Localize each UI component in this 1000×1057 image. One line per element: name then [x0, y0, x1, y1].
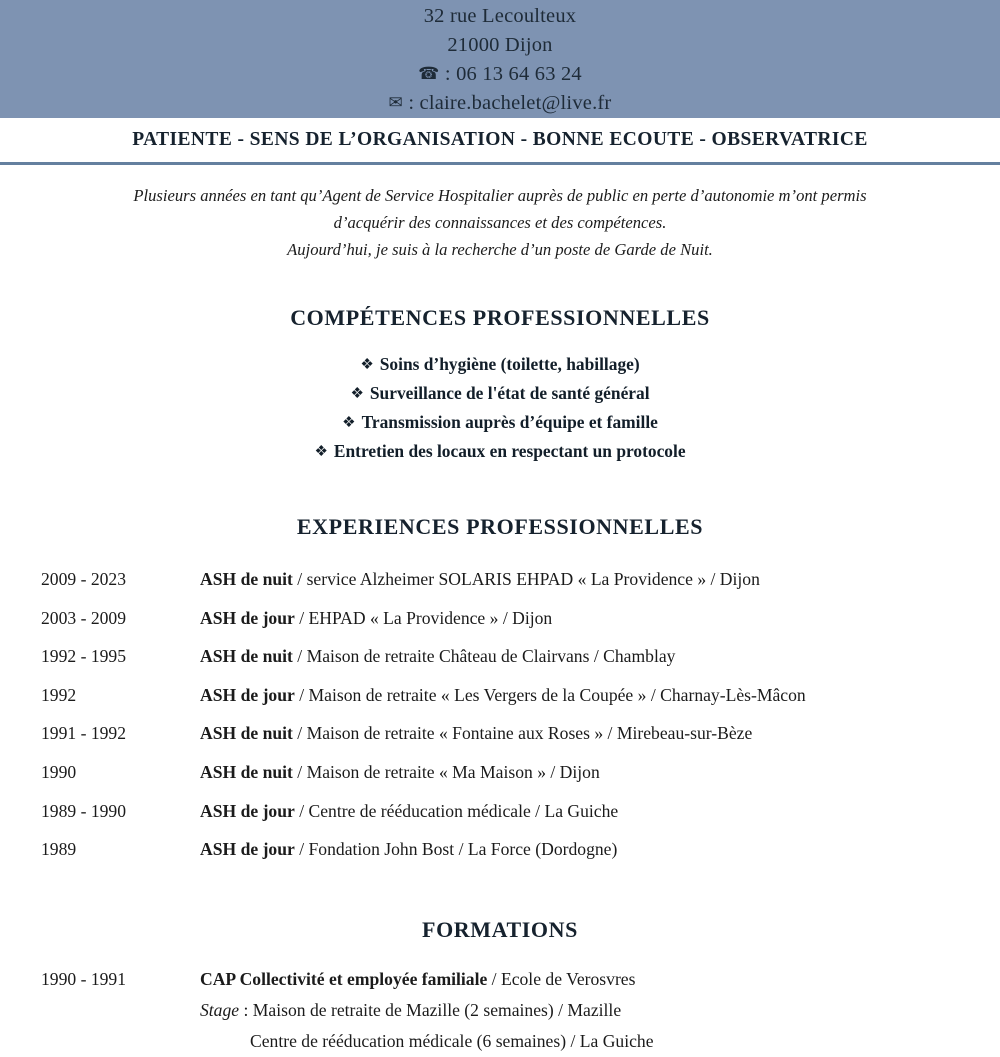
experience-date: 2003 - 2009 [41, 607, 127, 628]
diamond-bullet-icon: ❖ [342, 415, 356, 431]
intro-line-1: Plusieurs années en tant qu’Agent de Service Hospitalier auprès de public en perte d’autonomie m’ont permis [133, 186, 867, 205]
experience-detail: / EHPAD « La Providence » / Dijon [294, 607, 553, 628]
experience-description [200, 637, 1000, 676]
address-street: 32 rue Lecoulteux [423, 5, 577, 27]
formation-title: CAP Collectivité et employée familiale [200, 968, 488, 989]
experience-date: 1992 - 1995 [41, 646, 127, 667]
experience-detail: / Maison de retraite Château de Clairvans / Chamblay [292, 646, 676, 667]
list-item [0, 438, 1000, 467]
formation-internship [200, 995, 1000, 1026]
experience-date: 1989 - 1990 [41, 800, 127, 821]
table-row [0, 676, 1000, 715]
experience-role: ASH de jour [200, 684, 295, 705]
tagline: PATIENTE - SENS DE L’ORGANISATION - BONNE ECOUTE - OBSERVATRICE [132, 129, 868, 150]
experience-date: 2009 - 2023 [41, 569, 127, 589]
experience-list [0, 560, 1000, 869]
list-item [0, 351, 1000, 380]
formation-internship-label: Stage [200, 999, 240, 1020]
skills-list [0, 351, 1000, 467]
experience-role: ASH de nuit [200, 646, 293, 667]
experience-description [200, 599, 1000, 638]
experience-date: 1992 [41, 684, 77, 705]
experience-description [200, 560, 1000, 599]
envelope-icon: ✉ [388, 93, 403, 112]
list-item [0, 380, 1000, 409]
diamond-bullet-icon: ❖ [350, 386, 364, 402]
list-item [0, 409, 1000, 438]
table-row [0, 599, 1000, 638]
intro-line-3: Aujourd’hui, je suis à la recherche d’un poste de Garde de Nuit. [287, 240, 713, 259]
skill-label: Surveillance de l'état de santé général [369, 383, 650, 403]
email-value: : claire.bachelet@live.fr [408, 92, 612, 114]
section-title-experience: EXPERIENCES PROFESSIONNELLES [296, 514, 704, 539]
phone-row [0, 60, 1000, 89]
experience-detail: / Centre de rééducation médicale / La Guiche [294, 800, 619, 821]
experience-role: ASH de nuit [200, 761, 293, 782]
experience-role: ASH de nuit [200, 723, 293, 744]
experience-date: 1989 [41, 839, 77, 860]
address-city: 21000 Dijon [447, 34, 553, 56]
experience-description [200, 830, 1000, 869]
experience-detail: / Maison de retraite « Fontaine aux Roses » / Mirebeau-sur-Bèze [292, 723, 753, 744]
email-row [0, 89, 1000, 118]
formation-detail: / Ecole de Verosvres [487, 968, 636, 989]
skill-label: Transmission auprès d’équipe et famille [361, 412, 658, 432]
experience-role: ASH de jour [200, 607, 295, 628]
intro-line-2: d’acquérir des connaissances et des compétences. [333, 213, 667, 232]
section-title-skills: COMPÉTENCES PROFESSIONNELLES [290, 305, 710, 330]
phone-icon: ☎ [418, 64, 440, 83]
formation-description [200, 964, 1000, 995]
experience-description [200, 676, 1000, 715]
experience-role: ASH de jour [200, 800, 295, 821]
formations-list [0, 964, 1000, 1057]
table-row [0, 637, 1000, 676]
phone-value: : 06 13 64 63 24 [444, 63, 582, 85]
experience-role: ASH de nuit [200, 569, 293, 589]
table-row [0, 830, 1000, 869]
table-row [0, 753, 1000, 792]
experience-date: 1991 - 1992 [41, 723, 127, 744]
tagline-bar [0, 118, 1000, 165]
skill-label: Soins d’hygiène (toilette, habillage) [379, 354, 640, 374]
skill-label: Entretien des locaux en respectant un protocole [333, 441, 686, 461]
experience-description [200, 753, 1000, 792]
diamond-bullet-icon: ❖ [314, 444, 328, 460]
table-row [0, 792, 1000, 831]
experience-detail: / Fondation John Bost / La Force (Dordogne) [294, 839, 618, 860]
contact-header [0, 0, 1000, 118]
experience-detail: / Maison de retraite « Ma Maison » / Dijon [292, 761, 600, 782]
diamond-bullet-icon: ❖ [360, 357, 374, 373]
formation-internship-detail: : Maison de retraite de Mazille (2 semaines) / Mazille [239, 999, 622, 1020]
section-title-formations: FORMATIONS [422, 916, 578, 942]
experience-detail: / Maison de retraite « Les Vergers de la Coupée » / Charnay-Lès-Mâcon [294, 684, 806, 705]
intro-paragraph [52, 182, 948, 263]
experience-detail: / service Alzheimer SOLARIS EHPAD « La Providence » / Dijon [292, 569, 760, 589]
experience-description [200, 792, 1000, 831]
experience-role: ASH de jour [200, 839, 295, 860]
formation-internship-second: Centre de rééducation médicale (6 semaines) / La Guiche [250, 1030, 654, 1051]
experience-description [200, 714, 1000, 753]
formation-date: 1990 - 1991 [41, 968, 127, 989]
table-row [0, 964, 1000, 995]
table-row [0, 714, 1000, 753]
experience-date: 1990 [41, 761, 77, 782]
table-row [0, 560, 1000, 599]
